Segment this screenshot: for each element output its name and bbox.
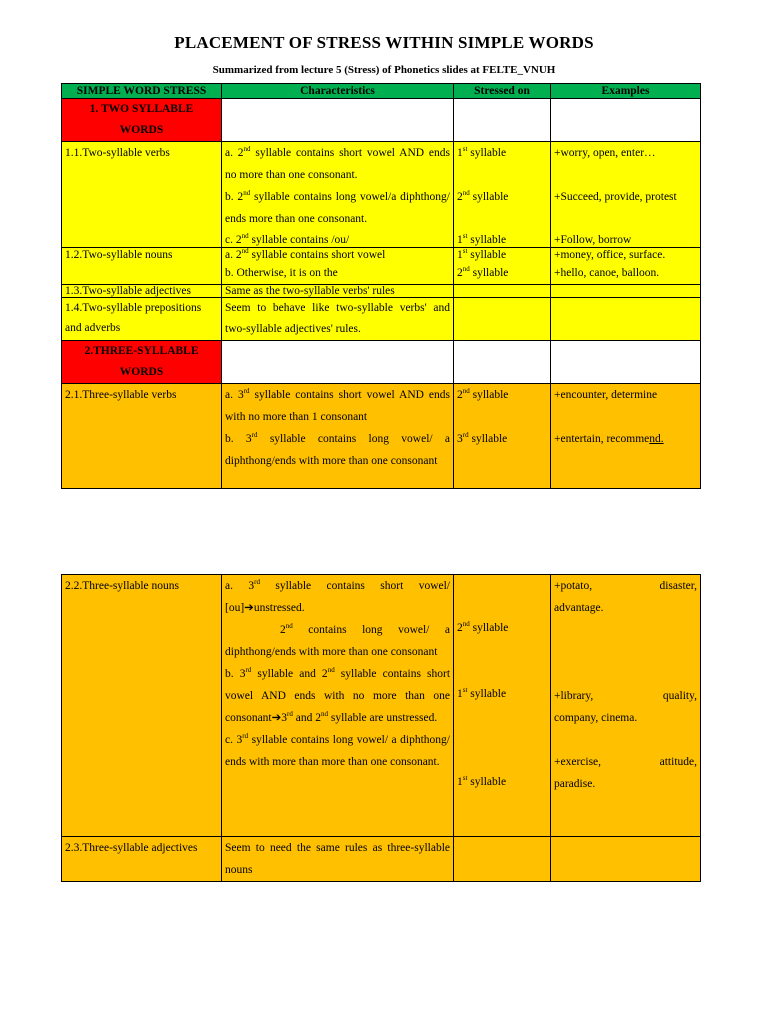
rule-a: a. 2nd syllable contains short vowel AND ends no more than one consonant. — [225, 145, 450, 181]
header-examples: Examples — [551, 84, 701, 99]
stress-table-part-2 — [61, 574, 701, 882]
section-two-syllable-words: 1. TWO SYLLABLE WORDS — [62, 99, 222, 142]
table-row — [62, 248, 701, 285]
table-row — [62, 298, 701, 341]
section-three-syllable-words: 2.THREE-SYLLABLE WORDS — [62, 341, 222, 384]
stressed-on-cell: 1st syllable 2nd syllable — [454, 248, 551, 285]
row-label-two-syllable-prepositions: 1.4.Two-syllable prepositions and adverbs — [62, 298, 222, 341]
characteristics-cell: a. 3rd syllable contains short vowel AND ends with no more than 1 consonant b. 3rd syllable contains long vowel/ a diphthong/ends with more than one consonant — [222, 384, 454, 489]
stressed-on-cell: 2nd syllable 1st syllable 1st syllable — [454, 575, 551, 837]
table-row — [62, 142, 701, 248]
characteristics-cell: Seem to need the same rules as three-syllable nouns — [222, 837, 454, 882]
row-label-two-syllable-nouns: 1.2.Two-syllable nouns — [62, 248, 222, 285]
header-simple-word-stress: SIMPLE WORD STRESS — [62, 84, 222, 99]
stressed-on-cell: 2nd syllable 3rd syllable — [454, 384, 551, 489]
row-label-three-syllable-adjectives: 2.3.Three-syllable adjectives — [62, 837, 222, 882]
rule-c: c. 2nd syllable contains /ou/ — [225, 232, 350, 246]
row-label-three-syllable-nouns: 2.2.Three-syllable nouns — [62, 575, 222, 837]
row-label-two-syllable-adjectives: 1.3.Two-syllable adjectives — [62, 285, 222, 298]
header-characteristics: Characteristics — [222, 84, 454, 99]
stressed-on-cell: 1st syllable 2nd syllable 1st syllable — [454, 142, 551, 248]
examples-cell: +money, office, surface. +hello, canoe, balloon. — [551, 248, 701, 285]
arrow-icon: ➔ — [271, 712, 282, 724]
table-row — [62, 285, 701, 298]
examples-cell: +potato, disaster, advantage. +library, quality, company, cinema. +exercise, attitude, paradise. — [551, 575, 701, 837]
table-row — [62, 575, 701, 837]
row-label-two-syllable-verbs: 1.1.Two-syllable verbs — [62, 142, 222, 248]
row-label-three-syllable-verbs: 2.1.Three-syllable verbs — [62, 384, 222, 489]
characteristics-cell: Seem to behave like two-syllable verbs' and two-syllable adjectives' rules. — [222, 298, 454, 341]
table-row — [62, 384, 701, 489]
page-subtitle: Summarized from lecture 5 (Stress) of Phonetics slides at FELTE_VNUH — [212, 64, 556, 76]
characteristics-cell: a. 2nd syllable contains short vowel b. Otherwise, it is on the — [222, 248, 454, 285]
characteristics-cell: a. 3rd syllable contains short vowel/ [ou]➔unstressed. 2nd contains long vowel/ a diphthong/ends with more than one consonant b. 3rd syllable and 2nd syllable contains short vowel AND ends with no more than one consonant➔3rd and 2nd syllable are unstressed. c. 3rd syllable contains long vowel/ a diphthong/ ends with more than more than one consonant. — [222, 575, 454, 837]
stress-table-part-1 — [61, 83, 701, 489]
arrow-icon: ➔ — [244, 602, 254, 614]
table-row — [62, 837, 701, 882]
examples-cell: +worry, open, enter… +Succeed, provide, protest +Follow, borrow — [551, 142, 701, 248]
characteristics-cell — [222, 142, 454, 248]
section-row-three-syllable — [62, 341, 701, 384]
examples-cell: +encounter, determine +entertain, recommend. — [551, 384, 701, 489]
section-row-two-syllable — [62, 99, 701, 142]
characteristics-cell: Same as the two-syllable verbs' rules — [222, 285, 454, 298]
rule-b: b. 2nd syllable contains long vowel/a diphthong/ ends more than one consonant. — [225, 189, 451, 225]
header-stressed-on: Stressed on — [454, 84, 551, 99]
table-header-row — [62, 84, 701, 99]
page-title: PLACEMENT OF STRESS WITHIN SIMPLE WORDS — [174, 33, 594, 52]
